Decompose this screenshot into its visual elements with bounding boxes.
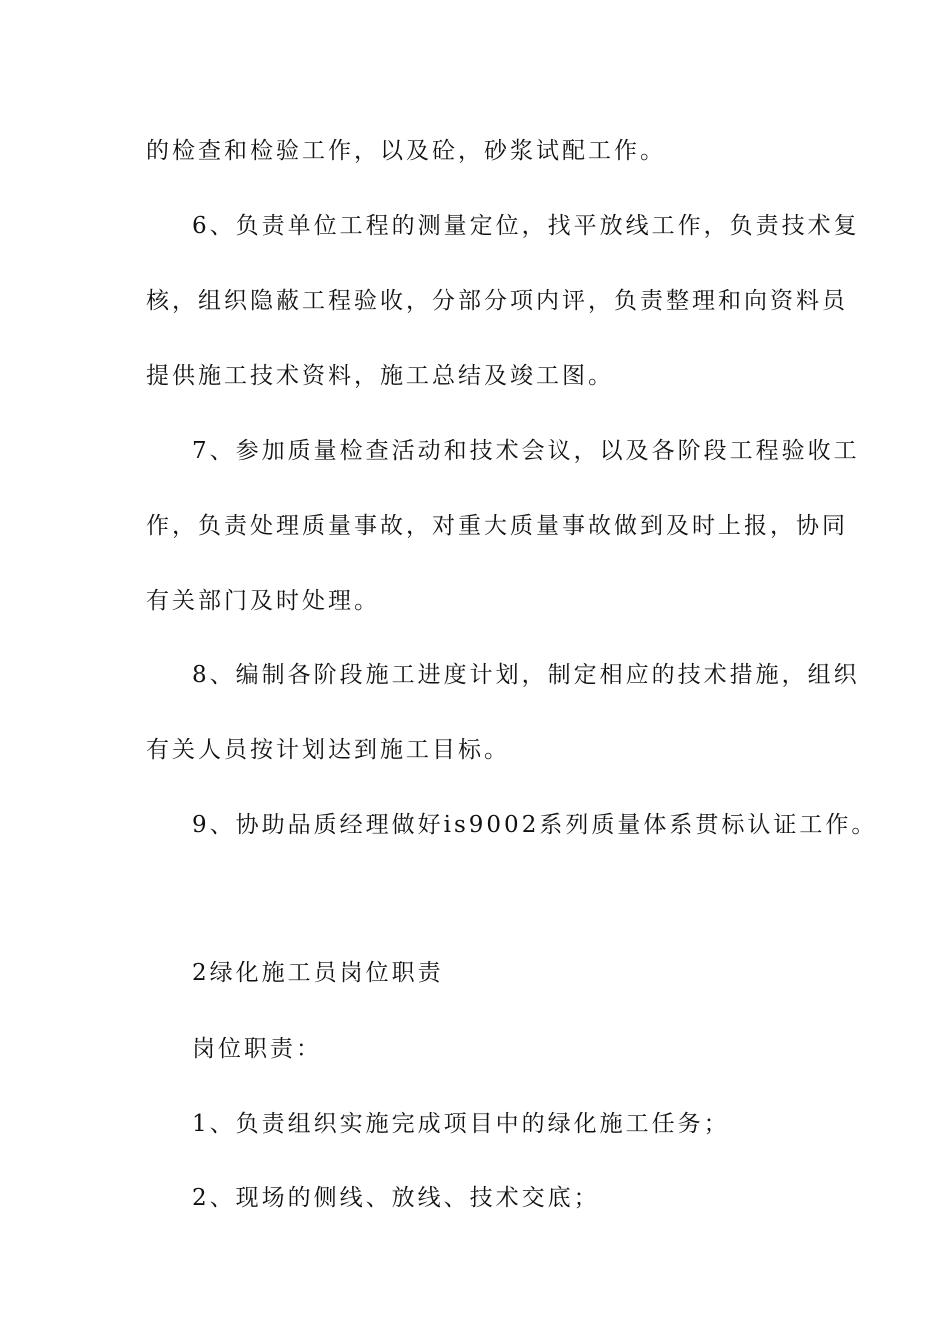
text-line: 的检查和检验工作，以及砼，砂浆试配工作。: [146, 138, 666, 164]
text-line: 6、负责单位工程的测量定位，找平放线工作，负责技术复: [192, 213, 860, 239]
text-line: 1、负责组织实施完成项目中的绿化施工任务；: [192, 1111, 730, 1137]
text-line: 7、参加质量检查活动和技术会议，以及各阶段工程验收工: [192, 438, 860, 464]
text-line: 8、编制各阶段施工进度计划，制定相应的技术措施，组织: [192, 662, 860, 688]
text-line: 2、现场的侧线、放线、技术交底；: [192, 1185, 600, 1211]
text-line: 有关部门及时处理。: [146, 588, 380, 614]
text-line: 核，组织隐蔽工程验收，分部分项内评，负责整理和向资料员: [146, 288, 848, 314]
text-line: 作，负责处理质量事故，对重大质量事故做到及时上报，协同: [146, 513, 848, 539]
text-line: 有关人员按计划达到施工目标。: [146, 737, 510, 763]
text-line: 9、协助品质经理做好is9002系列质量体系贯标认证工作。: [192, 812, 878, 838]
section-heading: 2绿化施工员岗位职责: [192, 960, 444, 986]
text-line: 提供施工技术资料，施工总结及竣工图。: [146, 363, 614, 389]
text-line: 岗位职责：: [192, 1036, 322, 1062]
